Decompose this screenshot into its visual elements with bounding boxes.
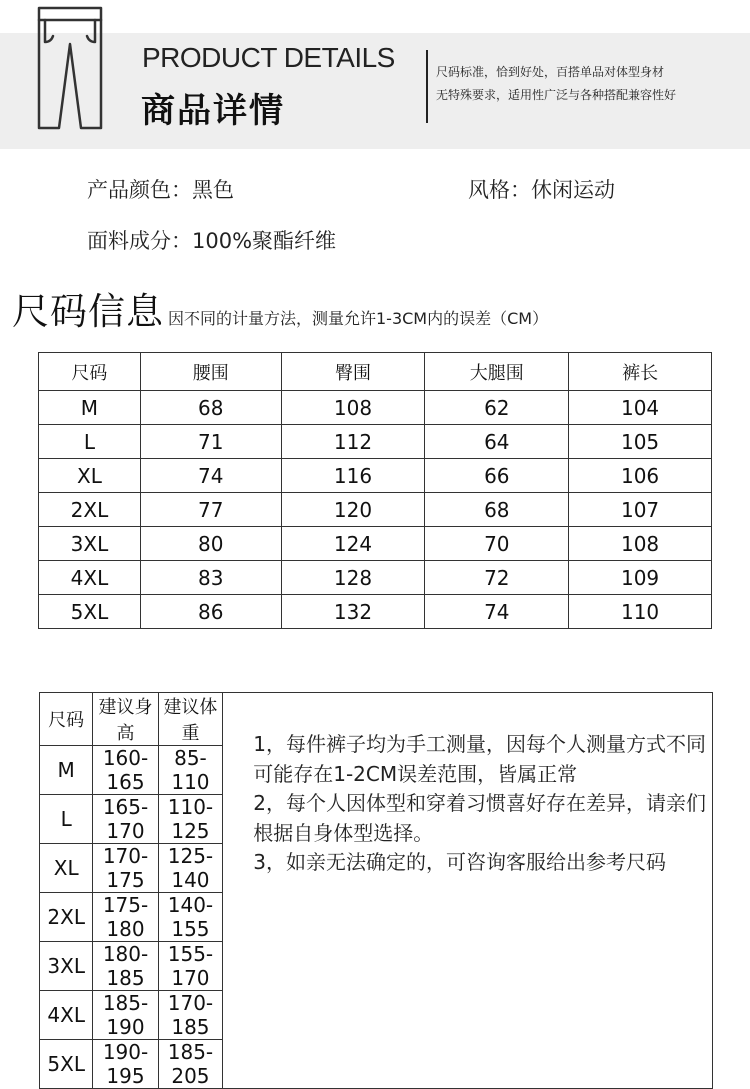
table-cell: 70 <box>425 527 569 561</box>
table-cell: 108 <box>569 527 712 561</box>
table-cell: 71 <box>140 425 281 459</box>
header-cell: 尺码 <box>39 353 141 391</box>
table-row <box>39 561 712 595</box>
table-cell: 85-110 <box>158 746 223 795</box>
table-cell: 105 <box>569 425 712 459</box>
table-cell: 2XL <box>39 493 141 527</box>
table-cell: 104 <box>569 391 712 425</box>
table-cell: 132 <box>281 595 425 629</box>
size-section-note: 因不同的计量方法，测量允许1-3CM内的误差（CM） <box>168 309 549 328</box>
table-cell: 175-180 <box>93 893 158 942</box>
table-cell: M <box>40 746 93 795</box>
table-cell: L <box>39 425 141 459</box>
table-cell: 66 <box>425 459 569 493</box>
table-cell: 62 <box>425 391 569 425</box>
table-header-row <box>40 693 713 746</box>
note-line: 2，每个人因体型和穿着习惯喜好存在差异，请亲们 <box>253 791 706 815</box>
table-cell: 185-190 <box>93 991 158 1040</box>
table-cell: 125-140 <box>158 844 223 893</box>
table-cell: 116 <box>281 459 425 493</box>
table-cell: 74 <box>425 595 569 629</box>
table-cell: 112 <box>281 425 425 459</box>
table-cell: 72 <box>425 561 569 595</box>
table-row <box>39 391 712 425</box>
title-cn: 商品详情 <box>141 91 285 131</box>
note-line: 1，每件裤子均为手工测量，因每个人测量方式不同 <box>253 732 706 756</box>
table-cell: 110-125 <box>158 795 223 844</box>
table-cell: M <box>39 391 141 425</box>
table-row <box>39 459 712 493</box>
header-divider <box>426 50 428 123</box>
table-cell: 74 <box>140 459 281 493</box>
note-line: 3，如亲无法确定的，可咨询客服给出参考尺码 <box>253 850 666 874</box>
table-cell: 120 <box>281 493 425 527</box>
table-cell: 140-155 <box>158 893 223 942</box>
product-style: 风格：休闲运动 <box>468 178 615 202</box>
header-cell: 腰围 <box>140 353 281 391</box>
header-cell: 建议身高 <box>93 693 158 746</box>
table-cell: 5XL <box>40 1040 93 1089</box>
table-cell: 77 <box>140 493 281 527</box>
table-cell: 165-170 <box>93 795 158 844</box>
table-cell: 68 <box>425 493 569 527</box>
table-cell: 68 <box>140 391 281 425</box>
table-cell: 160-165 <box>93 746 158 795</box>
product-color: 产品颜色：黑色 <box>87 178 234 202</box>
table-cell: 170-185 <box>158 991 223 1040</box>
measurement-table <box>38 352 712 629</box>
table-cell: 80 <box>140 527 281 561</box>
fit-recommendation-table <box>39 692 713 1089</box>
table-cell: 64 <box>425 425 569 459</box>
header-cell: 建议体重 <box>158 693 223 746</box>
table-cell: L <box>40 795 93 844</box>
header-description <box>436 61 676 107</box>
table-cell: 3XL <box>40 942 93 991</box>
table-cell: 86 <box>140 595 281 629</box>
table-cell: 2XL <box>40 893 93 942</box>
table-cell: 5XL <box>39 595 141 629</box>
title-en: PRODUCT DETAILS <box>142 42 395 73</box>
table-row <box>39 595 712 629</box>
product-fabric: 面料成分：100%聚酯纤维 <box>87 229 337 253</box>
size-section-heading <box>12 281 548 335</box>
table-cell: 4XL <box>39 561 141 595</box>
table-cell: 155-170 <box>158 942 223 991</box>
header-desc-line1: 尺码标准，恰到好处，百搭单品对体型身材 <box>436 65 665 79</box>
table-cell: 107 <box>569 493 712 527</box>
table-cell: 190-195 <box>93 1040 158 1089</box>
table-row <box>39 425 712 459</box>
header-desc-line2: 无特殊要求，适用性广泛与各种搭配兼容性好 <box>436 88 677 102</box>
table-cell: 110 <box>569 595 712 629</box>
table-cell: 83 <box>140 561 281 595</box>
table-cell: 180-185 <box>93 942 158 991</box>
note-line: 可能存在1-2CM误差范围，皆属正常 <box>253 761 578 786</box>
header-cell: 裤长 <box>569 353 712 391</box>
table-row <box>39 527 712 561</box>
table-cell: 106 <box>569 459 712 493</box>
table-header-row <box>39 353 712 391</box>
table-cell: 4XL <box>40 991 93 1040</box>
table-cell: 185-205 <box>158 1040 223 1089</box>
table-cell: 170-175 <box>93 844 158 893</box>
table-cell: 3XL <box>39 527 141 561</box>
size-section-title: 尺码信息 <box>12 290 164 333</box>
table-cell: 108 <box>281 391 425 425</box>
header-cell: 臀围 <box>281 353 425 391</box>
header-cell: 尺码 <box>40 693 93 746</box>
table-cell: 128 <box>281 561 425 595</box>
table-cell: XL <box>40 844 93 893</box>
pants-icon <box>37 6 103 131</box>
table-row <box>39 493 712 527</box>
header-cell: 大腿围 <box>425 353 569 391</box>
table-cell: 124 <box>281 527 425 561</box>
table-cell: XL <box>39 459 141 493</box>
table-cell: 109 <box>569 561 712 595</box>
note-line: 根据自身体型选择。 <box>253 820 434 845</box>
size-notes <box>223 693 713 1089</box>
